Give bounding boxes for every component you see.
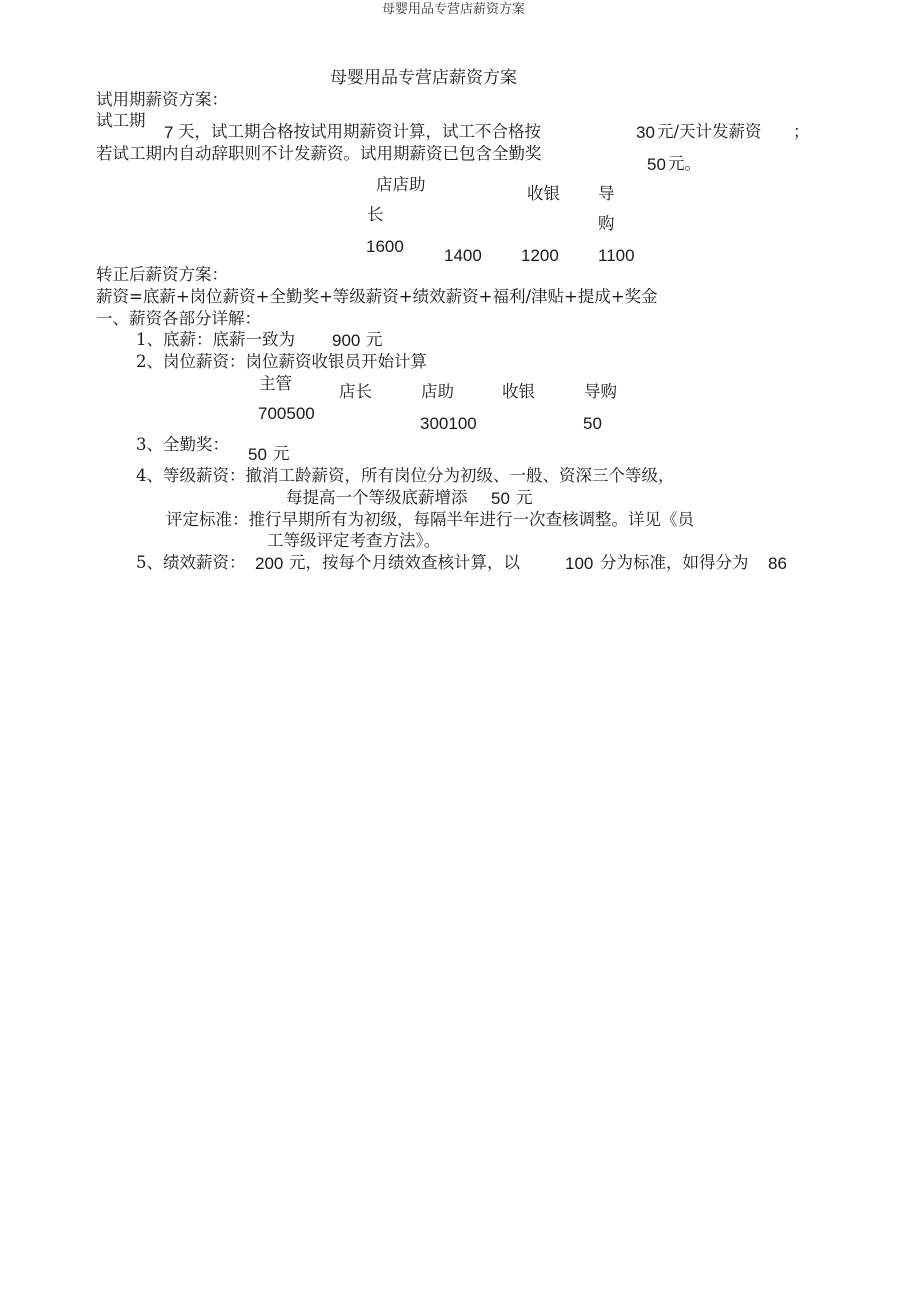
position-salary-label: 2、岗位薪资：岗位薪资收银员开始计算 — [136, 352, 427, 371]
document-title: 母婴用品专营店薪资方案 — [330, 68, 517, 88]
position-col-manager: 店长 — [339, 382, 372, 401]
position-col-supervisor: 主管 — [259, 374, 292, 393]
attendance-bonus-value: 50 — [647, 155, 666, 174]
performance-standard-value: 100 — [565, 554, 594, 573]
probation-col-manager-assistant: 店店助 — [376, 175, 426, 194]
probation-col-guide-top: 导 — [598, 184, 615, 203]
position-col-cashier: 收银 — [502, 382, 535, 401]
base-salary-label: 1、底薪：底薪一致为 — [136, 330, 295, 349]
position-col-assistant: 店助 — [421, 382, 454, 401]
resign-rule-text: 若试工期内自动辞职则不计发薪资。试用期薪资已包含全勤奖 — [96, 144, 542, 163]
grade-criteria-reference: 工等级评定考查方法》。 — [267, 531, 441, 550]
grade-increase-text: 每提高一个等级底薪增添 — [286, 488, 468, 507]
trial-period-label: 试工期 — [96, 111, 146, 130]
position-col-guide: 导购 — [584, 382, 617, 401]
probation-col-cashier: 收银 — [527, 184, 560, 203]
attendance-bonus-label: 3、全勤奖： — [136, 435, 229, 454]
salary-formula: 薪资=底薪+岗位薪资+全勤奖+等级薪资+绩效薪资+福利/津贴+提成+奖金 — [96, 287, 658, 306]
performance-salary-label: 5、绩效薪资： — [136, 553, 246, 572]
grade-increase-unit: 元 — [516, 488, 533, 507]
probation-value-3: 1200 — [521, 246, 559, 265]
probation-value-1: 1600 — [366, 237, 404, 256]
performance-score-value: 86 — [768, 554, 787, 573]
performance-salary-value: 200 — [255, 554, 284, 573]
position-value-supervisor-manager: 700500 — [258, 404, 315, 423]
probation-heading: 试用期薪资方案： — [96, 90, 228, 109]
attendance-bonus-unit: 元。 — [668, 154, 701, 173]
details-heading: 一、薪资各部分详解： — [96, 309, 261, 328]
position-value-guide: 50 — [583, 414, 602, 433]
grade-increase-value: 50 — [491, 489, 510, 508]
grade-salary-label: 4、等级薪资：撤消工龄薪资，所有岗位分为初级、一般、资深三个等级， — [136, 466, 675, 485]
trial-days-value: 7 — [164, 123, 174, 142]
trial-rule-text: 天，试工期合格按试用期薪资计算，试工不合格按 — [178, 122, 541, 141]
daily-rate-unit: 元/天计发薪资 — [657, 122, 762, 141]
base-salary-value: 900 — [332, 331, 361, 350]
probation-col-guide-bottom: 购 — [598, 214, 615, 233]
probation-value-4: 1100 — [598, 246, 635, 265]
regular-heading: 转正后薪资方案： — [96, 265, 228, 284]
running-header: 母婴用品专营店薪资方案 — [382, 2, 526, 17]
attendance-bonus-amount-unit: 元 — [273, 444, 290, 463]
base-salary-unit: 元 — [366, 330, 383, 349]
performance-standard-text: 分为标准，如得分为 — [600, 553, 749, 572]
daily-rate-value: 30 — [636, 123, 655, 142]
probation-col-manager-suffix: 长 — [367, 205, 384, 224]
line-semicolon: ； — [793, 122, 810, 141]
grade-criteria-text: 评定标准：推行早期所有为初级，每隔半年进行一次查核调整。详见《员 — [166, 510, 694, 529]
attendance-bonus-amount: 50 — [248, 445, 267, 464]
probation-value-2: 1400 — [444, 246, 482, 265]
performance-rule-text: 元，按每个月绩效查核计算，以 — [289, 553, 520, 572]
position-value-assistant-cashier: 300100 — [420, 414, 477, 433]
